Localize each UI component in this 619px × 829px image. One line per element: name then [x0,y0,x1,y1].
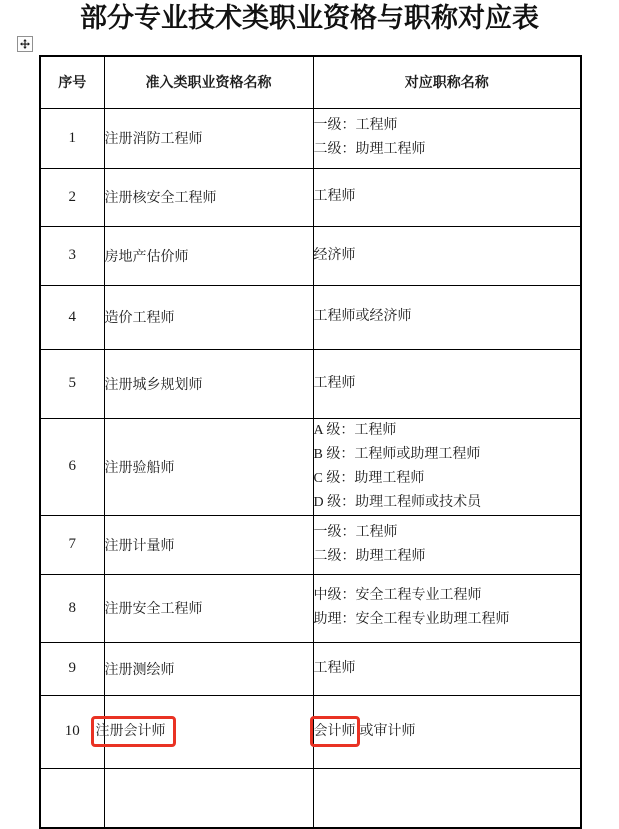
cell-no: 7 [40,515,104,574]
cell-title [313,642,581,695]
table-header-row [40,56,581,108]
cell-qualification: 房地产估价师 [104,226,313,285]
table-row [40,349,581,418]
cell-title [313,418,581,515]
table-row [40,768,581,828]
table-row [40,168,581,226]
cell-qualification: 造价工程师 [104,285,313,349]
table-row [40,695,581,768]
title-line: 二级：助理工程师 [313,142,426,157]
title-line: 会计师 或审计师 [314,720,581,744]
cell-title [313,695,581,768]
column-header-qualification: 准入类职业资格名称 [104,56,313,108]
title-line: 工程师 [313,660,356,676]
table-row [40,418,581,515]
title-line: 工程师或经济师 [313,309,412,324]
cell-title [313,285,581,349]
cell-title [313,226,581,285]
cell-qualification [95,695,313,768]
title-line: 工程师 [313,375,356,391]
table-body [40,108,581,828]
highlight-box: 会计师 [310,716,360,747]
cell-qualification: 注册城乡规划师 [104,349,313,418]
page-title: 部分专业技术类职业资格与职称对应表 [80,3,539,34]
title-line: 二级：助理工程师 [313,548,426,564]
table-row [40,642,581,695]
cell-qualification: 注册核安全工程师 [104,168,313,226]
highlight-box: 注册会计师 [91,716,176,747]
table-row [40,574,581,642]
cell-qualification [104,768,313,828]
title-line: 一级：工程师 [313,118,398,133]
table-row [40,226,581,285]
cell-title [313,768,581,828]
cell-no: 2 [40,168,104,226]
title-line: 助理：安全工程专业助理工程师 [313,612,510,627]
cell-title [313,574,581,642]
cell-title [313,515,581,574]
cell-qualification: 注册消防工程师 [104,108,313,168]
cell-no: 1 [40,108,104,168]
cell-title [313,349,581,418]
title-line: D 级：助理工程师或技术员 [313,494,482,510]
table-move-handle-icon[interactable] [17,36,33,52]
qualification-title-table [39,55,582,829]
cell-no [40,768,104,828]
table-row [40,108,581,168]
column-header-title: 对应职称名称 [313,56,581,108]
cell-no: 10 [40,695,104,768]
title-line: C 级：助理工程师 [313,470,425,486]
title-line: 工程师 [313,189,356,204]
title-line: 一级：工程师 [313,524,398,540]
title-line: 经济师 [313,247,356,263]
cell-qualification: 注册测绘师 [104,642,313,695]
cell-no: 9 [40,642,104,695]
cell-no: 5 [40,349,104,418]
cell-title [313,108,581,168]
title-line: 中级：安全工程专业工程师 [313,588,482,603]
table-row [40,515,581,574]
cell-qualification: 注册验船师 [104,418,313,515]
cell-no: 8 [40,574,104,642]
cell-qualification: 注册计量师 [104,515,313,574]
cell-qualification: 注册安全工程师 [104,574,313,642]
title-line: A 级：工程师 [313,422,397,438]
cell-title [313,168,581,226]
cell-no: 3 [40,226,104,285]
cell-no: 4 [40,285,104,349]
table-row [40,285,581,349]
column-header-no: 序号 [40,56,104,108]
cell-no: 6 [40,418,104,515]
title-line: B 级：工程师或助理工程师 [313,446,481,462]
